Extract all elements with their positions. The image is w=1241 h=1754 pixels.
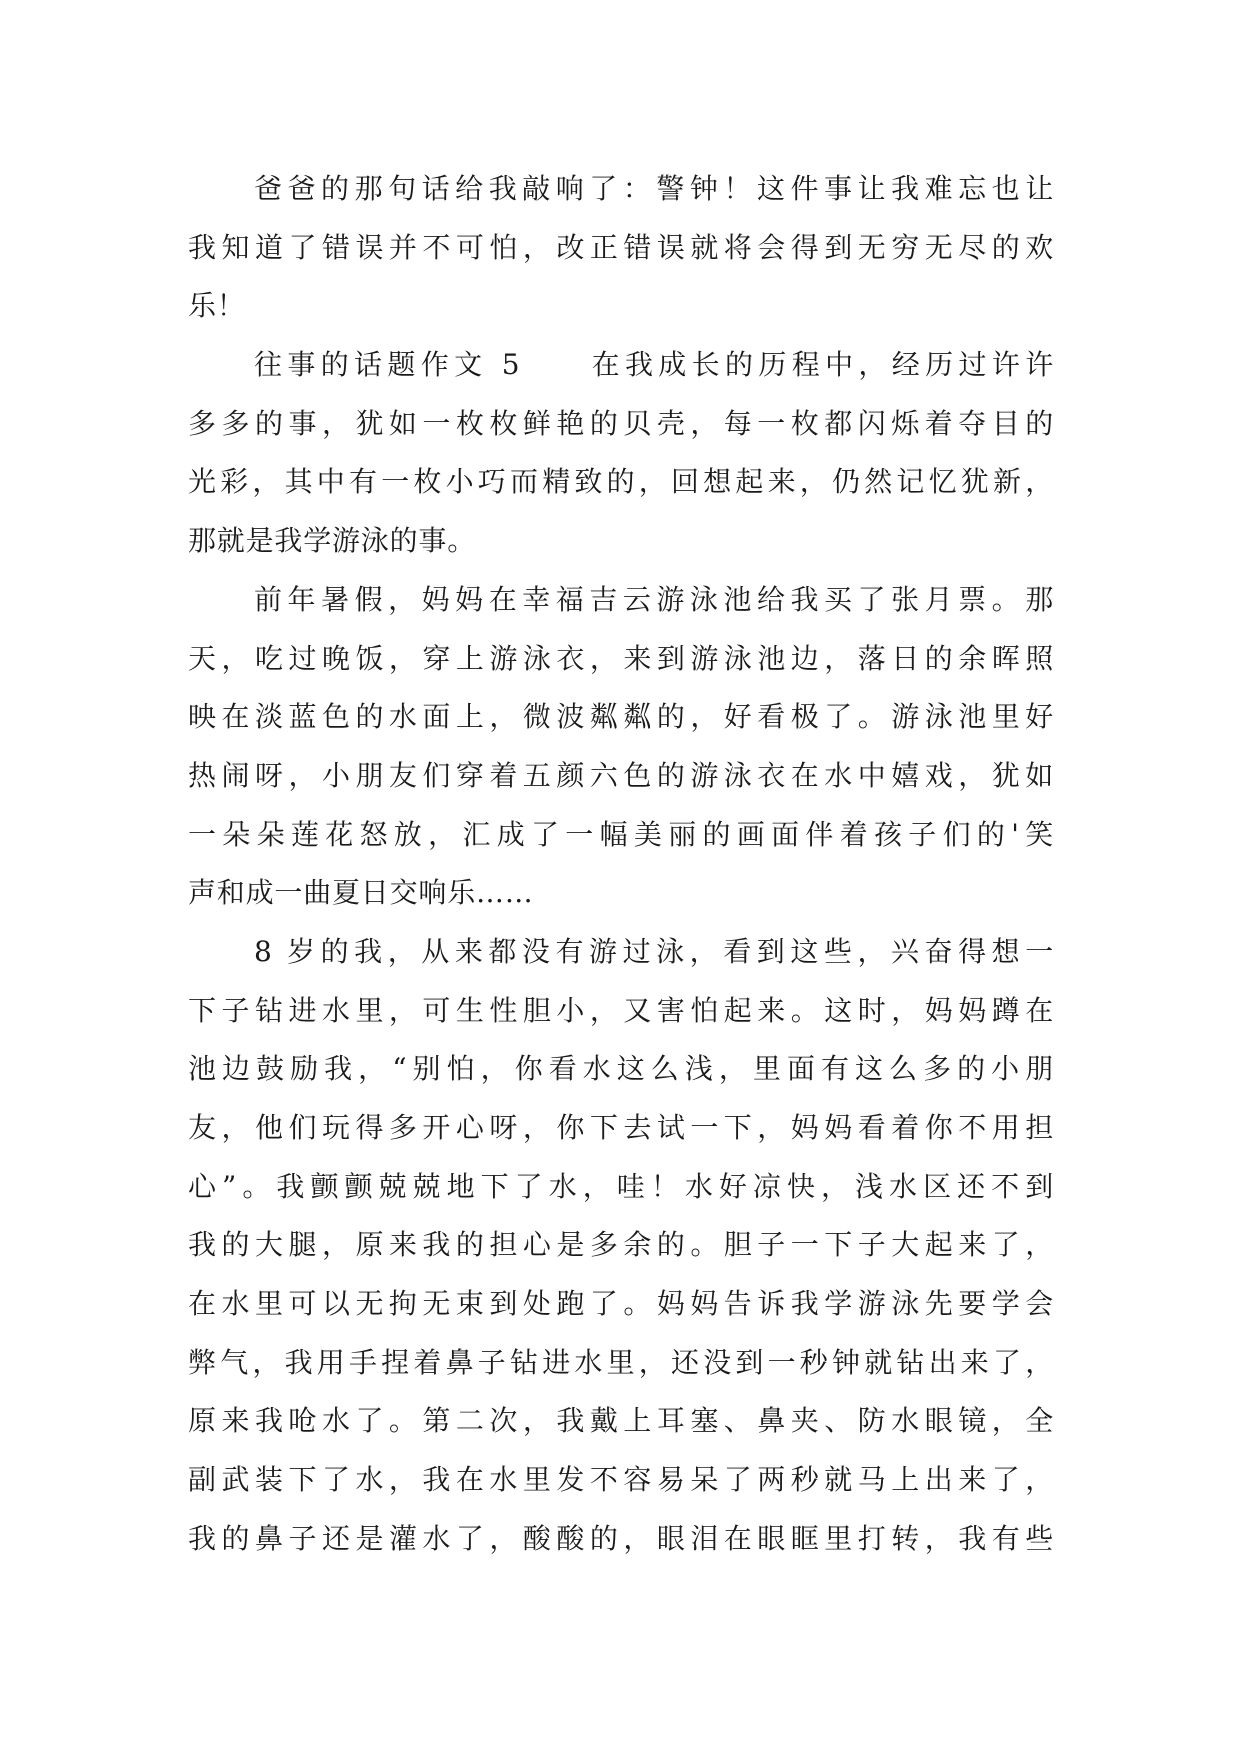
- text-line: 那就是我学游泳的事。: [188, 524, 477, 558]
- text-line: 多多的事，犹如一枚枚鲜艳的贝壳，每一枚都闪烁着夺目的: [188, 406, 1054, 440]
- text-line: 前年暑假，妈妈在幸福吉云游泳池给我买了张月票。那: [254, 582, 1054, 616]
- text-line: 映在淡蓝色的水面上，微波粼粼的，好看极了。游泳池里好: [188, 700, 1054, 734]
- text-line: 友，他们玩得多开心呀，你下去试一下，妈妈看着你不用担: [188, 1111, 1054, 1144]
- text-line: 我知道了错误并不可怕，改正错误就将会得到无穷无尽的欢: [188, 230, 1054, 264]
- text-line: 乐！: [188, 289, 246, 323]
- text-line: 池边鼓励我，“别怕，你看水这么浅，里面有这么多的小朋: [188, 1052, 1054, 1086]
- text-line: 心”。我颤颤兢兢地下了水，哇！水好凉快，浅水区还不到: [188, 1169, 1054, 1203]
- text-line: 天，吃过晚饭，穿上游泳衣，来到游泳池边，落日的余晖照: [188, 641, 1054, 675]
- body-text: [188, 160, 1054, 1569]
- text-line: 往事的话题作文 5 在我成长的历程中，经历过许许: [254, 348, 1054, 382]
- text-line: 原来我呛水了。第二次，我戴上耳塞、鼻夹、防水眼镜，全: [188, 1404, 1054, 1438]
- text-line: 我的大腿，原来我的担心是多余的。胆子一下子大起来了，: [188, 1228, 1054, 1262]
- text-line: 副武装下了水，我在水里发不容易呆了两秒就马上出来了，: [188, 1463, 1054, 1497]
- text-line: 弊气，我用手捏着鼻子钻进水里，还没到一秒钟就钻出来了，: [188, 1345, 1054, 1379]
- text-line: 一朵朵莲花怒放，汇成了一幅美丽的画面伴着孩子们的'笑: [188, 817, 1054, 851]
- text-line: 爸爸的那句话给我敲响了：警钟！这件事让我难忘也让: [254, 172, 1054, 205]
- text-line: 声和成一曲夏日交响乐……: [188, 876, 534, 910]
- text-line: 8 岁的我，从来都没有游过泳，看到这些，兴奋得想一: [254, 934, 1054, 968]
- text-line: 热闹呀，小朋友们穿着五颜六色的游泳衣在水中嬉戏，犹如: [188, 758, 1054, 792]
- text-line: 下子钻进水里，可生性胆小，又害怕起来。这时，妈妈蹲在: [188, 993, 1054, 1027]
- text-line: 在水里可以无拘无束到处跑了。妈妈告诉我学游泳先要学会: [188, 1287, 1054, 1321]
- text-line: 光彩，其中有一枚小巧而精致的，回想起来，仍然记忆犹新，: [188, 465, 1054, 499]
- text-line: 我的鼻子还是灌水了，酸酸的，眼泪在眼眶里打转，我有些: [188, 1521, 1054, 1555]
